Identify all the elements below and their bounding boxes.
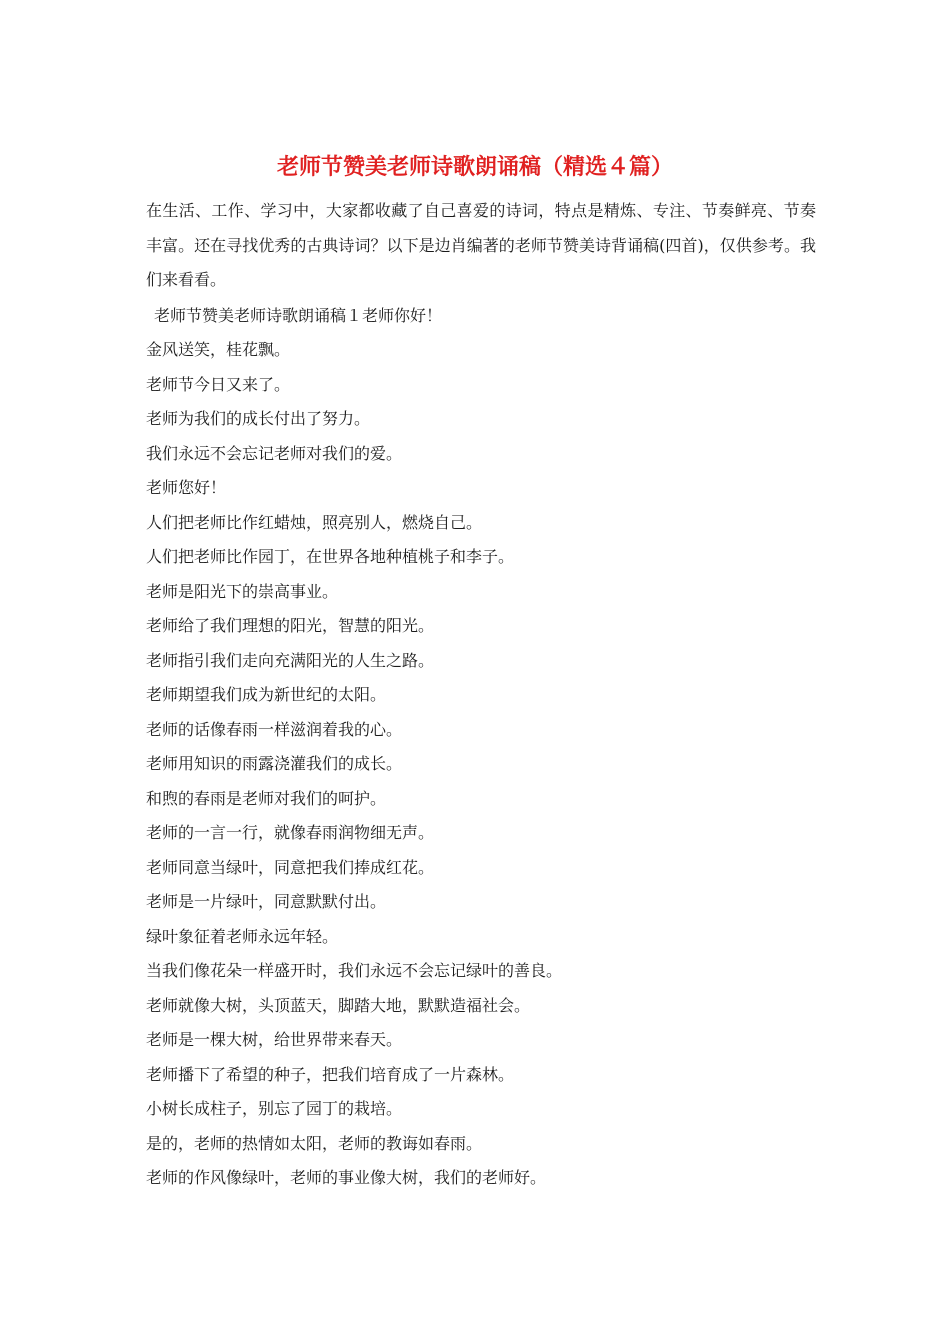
document-title: 老师节赞美老师诗歌朗诵稿（精选４篇） [276, 154, 673, 180]
poem-line: 老师播下了希望的种子，把我们培育成了一片森林。 [146, 1064, 515, 1084]
poem-line: 老师节今日又来了。 [146, 374, 291, 394]
poem-line: 老师的一言一行，就像春雨润物细无声。 [146, 823, 435, 842]
poem-line: 和煦的春雨是老师对我们的呵护。 [146, 788, 387, 808]
poem-line: 当我们像花朵一样盛开时，我们永远不会忘记绿叶的善良。 [146, 961, 563, 980]
poem-line: 是的，老师的热情如太阳，老师的教诲如春雨。 [146, 1133, 483, 1153]
poem-line: 老师的作风像绿叶，老师的事业像大树，我们的老师好。 [146, 1168, 547, 1187]
poem-line: 老师的话像春雨一样滋润着我的心。 [146, 719, 403, 739]
poem-line: 绿叶象征着老师永远年轻。 [146, 926, 339, 946]
poem-line: 老师是一片绿叶，同意默默付出。 [146, 892, 387, 911]
poem-line: 金风送笑，桂花飘。 [146, 340, 291, 359]
poem-line: 我们永远不会忘记老师对我们的爱。 [146, 443, 403, 463]
poem-line: 老师您好！ [146, 478, 227, 497]
poem-line: 老师指引我们走向充满阳光的人生之路。 [146, 650, 435, 670]
poem-line: 人们把老师比作红蜡烛，照亮别人，燃烧自己。 [146, 512, 483, 532]
poem-line: 老师为我们的成长付出了努力。 [146, 409, 371, 428]
poem-line: 小树长成柱子，别忘了园丁的栽培。 [146, 1099, 403, 1118]
poem-heading-line: 老师节赞美老师诗歌朗诵稿１老师你好！ [154, 305, 443, 325]
intro-paragraph: 在生活、工作、学习中，大家都收藏了自己喜爱的诗词，特点是精炼、专注、节奏鲜亮、节奏丰富。还在寻找优秀的古典诗词？以下是边肖编著的老师节赞美诗背诵稿(四首)，仅供参考。我们来看看。 [146, 201, 816, 289]
poem-line: 老师期望我们成为新世纪的太阳。 [146, 685, 387, 704]
poem-line: 老师同意当绿叶，同意把我们捧成红花。 [146, 857, 435, 877]
document-body [146, 194, 816, 1196]
poem-lines [146, 299, 816, 1196]
poem-line: 老师是阳光下的崇高事业。 [146, 581, 339, 601]
poem-line: 老师就像大树，头顶蓝天，脚踏大地，默默造福社会。 [146, 995, 531, 1015]
poem-line: 人们把老师比作园丁，在世界各地种植桃子和李子。 [146, 547, 515, 566]
poem-line: 老师给了我们理想的阳光，智慧的阳光。 [146, 616, 435, 635]
poem-line: 老师是一棵大树，给世界带来春天。 [146, 1030, 403, 1049]
poem-line: 老师用知识的雨露浇灌我们的成长。 [146, 754, 403, 773]
